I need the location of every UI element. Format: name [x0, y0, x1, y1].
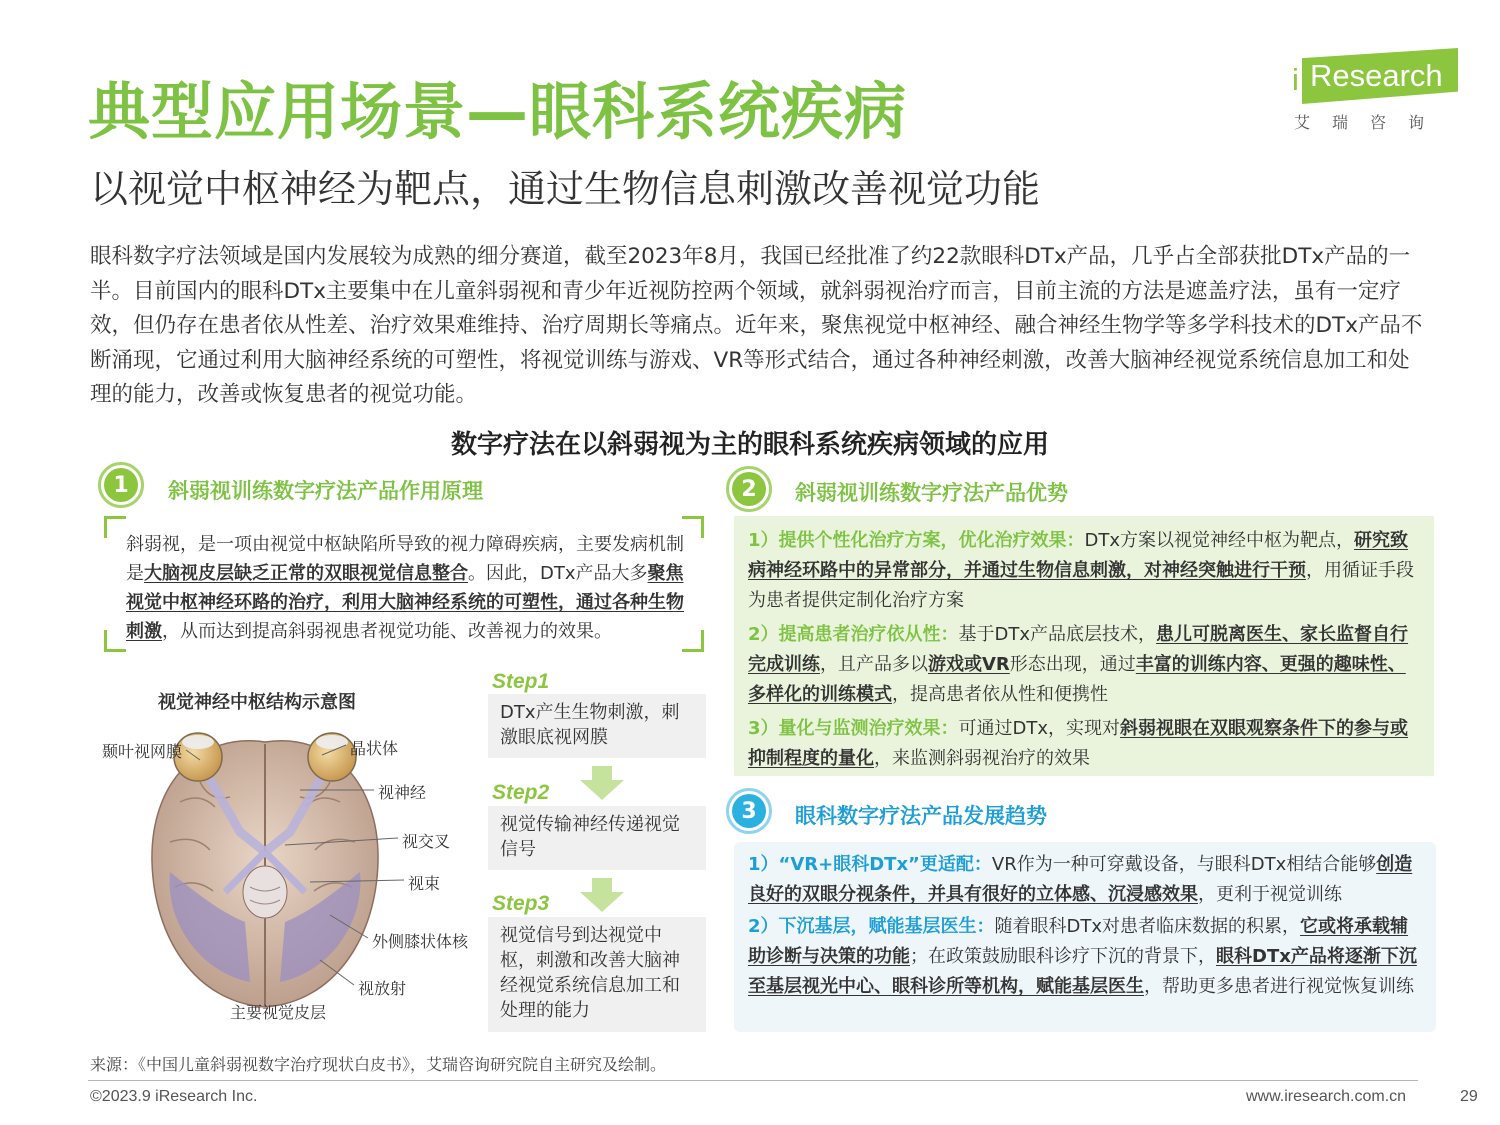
principle-text: 斜弱视，是一项由视觉中枢缺陷所导致的视力障碍疾病，主要发病机制是 [126, 534, 684, 584]
advantage-emphasis: 游戏或VR [928, 654, 1010, 675]
advantage-text: DTx方案以视觉神经中枢为靶点， [1084, 530, 1355, 551]
page-title: 典型应用场景—眼科系统疾病 [88, 75, 908, 148]
bracket-corner [682, 630, 704, 652]
part1-heading: 斜弱视训练数字疗法产品作用原理 [168, 479, 483, 503]
advantage-item-2 [748, 620, 1420, 710]
advantage-heading: 1）提供个性化治疗方案，优化治疗效果： [748, 530, 1085, 551]
number-badge-2-text: 2 [732, 472, 766, 506]
label-tract: 视束 [408, 874, 441, 893]
advantage-item-1 [748, 526, 1420, 616]
brain-diagram [140, 722, 390, 1012]
principle-text: 。因此，DTx产品大多 [468, 563, 648, 584]
advantage-text: ，提高患者依从性和便携性 [892, 684, 1108, 705]
advantage-text: 形态出现，通过 [1009, 654, 1136, 675]
advantage-emphasis: 斜弱视眼在双眼观察条件下的参与或抑制程度的量化 [748, 718, 1409, 769]
website-link[interactable]: www.iresearch.com.cn [1246, 1088, 1407, 1105]
trend-heading: 1）“VR+眼科DTx”更适配： [748, 854, 992, 875]
advantage-heading: 3）量化与监测治疗效果： [748, 718, 959, 739]
trend-item-2 [748, 912, 1422, 1002]
bracket-corner [104, 630, 126, 652]
label-optic-nerve: 视神经 [378, 783, 427, 802]
number-badge-1 [98, 462, 144, 508]
principle-emphasis: 大脑视皮层缺乏正常的双眼视觉信息整合 [144, 563, 468, 584]
number-badge-2 [726, 466, 772, 512]
step3-box: 视觉信号到达视觉中枢，刺激和改善大脑神经视觉系统信息加工和处理的能力 [488, 917, 706, 1032]
step3-label: Step3 [492, 892, 550, 915]
source-note: 来源：《中国儿童斜弱视数字治疗现状白皮书》，艾瑞咨询研究院自主研究及绘制。 [90, 1055, 667, 1074]
label-lens: 晶状体 [350, 739, 399, 758]
diagram-title: 视觉神经中枢结构示意图 [158, 692, 356, 713]
part2-heading: 斜弱视训练数字疗法产品优势 [795, 481, 1068, 505]
advantage-text: 基于DTx产品底层技术， [958, 624, 1157, 645]
trend-heading: 2）下沉基层，赋能基层医生： [748, 916, 995, 937]
label-lgn: 外侧膝状体核 [372, 932, 469, 951]
logo-cn: 艾瑞咨询 [1294, 113, 1447, 132]
trend-item-1 [748, 850, 1422, 910]
advantage-text: ，且产品多以 [820, 654, 928, 675]
logo-i: i [1292, 62, 1299, 97]
advantage-emphasis: 丰富的训练内容、更强的趣味性、多样化的训练模式 [748, 654, 1406, 705]
label-temporal-retina: 颞叶视网膜 [102, 742, 183, 761]
number-badge-3 [726, 788, 772, 834]
bracket-corner [682, 516, 704, 538]
section-title: 数字疗法在以斜弱视为主的眼科系统疾病领域的应用 [450, 430, 1049, 460]
copyright: ©2023.9 iResearch Inc. [90, 1088, 258, 1105]
trend-text: VR作为一种可穿戴设备，与眼科DTx相结合能够 [991, 854, 1377, 875]
number-badge-1-text: 1 [104, 468, 138, 502]
principle-emphasis: 聚焦视觉中枢神经环路的治疗，利用大脑神经系统的可塑性，通过各种生物刺激 [126, 563, 684, 642]
advantage-text: 可通过DTx，实现对 [958, 718, 1121, 739]
part3-heading: 眼科数字疗法产品发展趋势 [795, 804, 1047, 828]
number-badge-3-text: 3 [732, 794, 766, 828]
trend-text: ；在政策鼓励眼科诊疗下沉的背景下， [910, 946, 1216, 967]
trend-emphasis: 它或将承载辅助诊断与决策的功能 [748, 916, 1409, 967]
step1-box: DTx产生生物刺激，刺激眼底视网膜 [488, 694, 706, 758]
trend-emphasis: 眼科DTx产品将逐渐下沉至基层视光中心、眼科诊所等机构，赋能基层医生 [748, 946, 1417, 997]
step2-box: 视觉传输神经传递视觉信号 [488, 806, 706, 870]
step1-label: Step1 [492, 670, 550, 693]
footer-divider [88, 1080, 1418, 1081]
logo-brand: Research [1310, 58, 1443, 93]
advantage-heading: 2）提高患者治疗依从性： [748, 624, 959, 645]
down-arrow-icon [580, 878, 624, 912]
principle-box [104, 516, 704, 652]
trend-text: ，更利于视觉训练 [1198, 884, 1342, 905]
advantage-emphasis: 研究致病神经环路中的异常部分，并通过生物信息刺激，对神经突触进行干预 [748, 530, 1409, 581]
principle-text: ，从而达到提高斜弱视患者视觉功能、改善视力的效果。 [162, 621, 612, 642]
advantage-text: ，来监测斜弱视治疗的效果 [874, 748, 1090, 769]
advantage-emphasis: 患儿可脱离医生、家长监督自行完成训练 [748, 624, 1409, 675]
trend-text: 随着眼科DTx对患者临床数据的积累， [994, 916, 1301, 937]
bracket-corner [104, 516, 126, 538]
page-number: 29 [1460, 1088, 1478, 1105]
page-subtitle: 以视觉中枢神经为靶点，通过生物信息刺激改善视觉功能 [90, 167, 1041, 211]
advantage-item-3 [748, 714, 1420, 774]
trend-emphasis: 创造良好的双眼分视条件，并具有很好的立体感、沉浸感效果 [748, 854, 1413, 905]
advantages-panel [734, 516, 1434, 776]
iresearch-logo [1288, 48, 1458, 130]
down-arrow-icon [580, 766, 624, 800]
intro-paragraph: 眼科数字疗法领域是国内发展较为成熟的细分赛道，截至2023年8月，我国已经批准了约22款眼科DTx产品，几乎占全部获批DTx产品的一半。目前国内的眼科DTx主要集中在儿童斜弱视和青少年近视防控两个领域，就斜弱视治疗而言，目前主流的方法是遮盖疗法，虽有一定疗效，但仍存在患者依从性差、治疗效果难维持、治疗周期长等痛点。近年来，聚焦视觉中枢神经、融合神经生物学等多学科技术的DTx产品不断涌现，它通过利用大脑神经系统的可塑性，将视觉训练与游戏、VR等形式结合，通过各种神经刺激，改善大脑神经视觉系统信息加工和处理的能力，改善或恢复患者的视觉功能。 [90, 244, 1423, 407]
advantage-text: ，用循证手段为患者提供定制化治疗方案 [748, 560, 1414, 611]
step2-label: Step2 [492, 781, 550, 804]
trends-panel [734, 842, 1436, 1032]
label-chiasm: 视交叉 [402, 832, 451, 851]
label-radiation: 视放射 [358, 979, 407, 998]
label-cortex: 主要视觉皮层 [230, 1003, 327, 1022]
trend-text: ，帮助更多患者进行视觉恢复训练 [1144, 976, 1414, 997]
